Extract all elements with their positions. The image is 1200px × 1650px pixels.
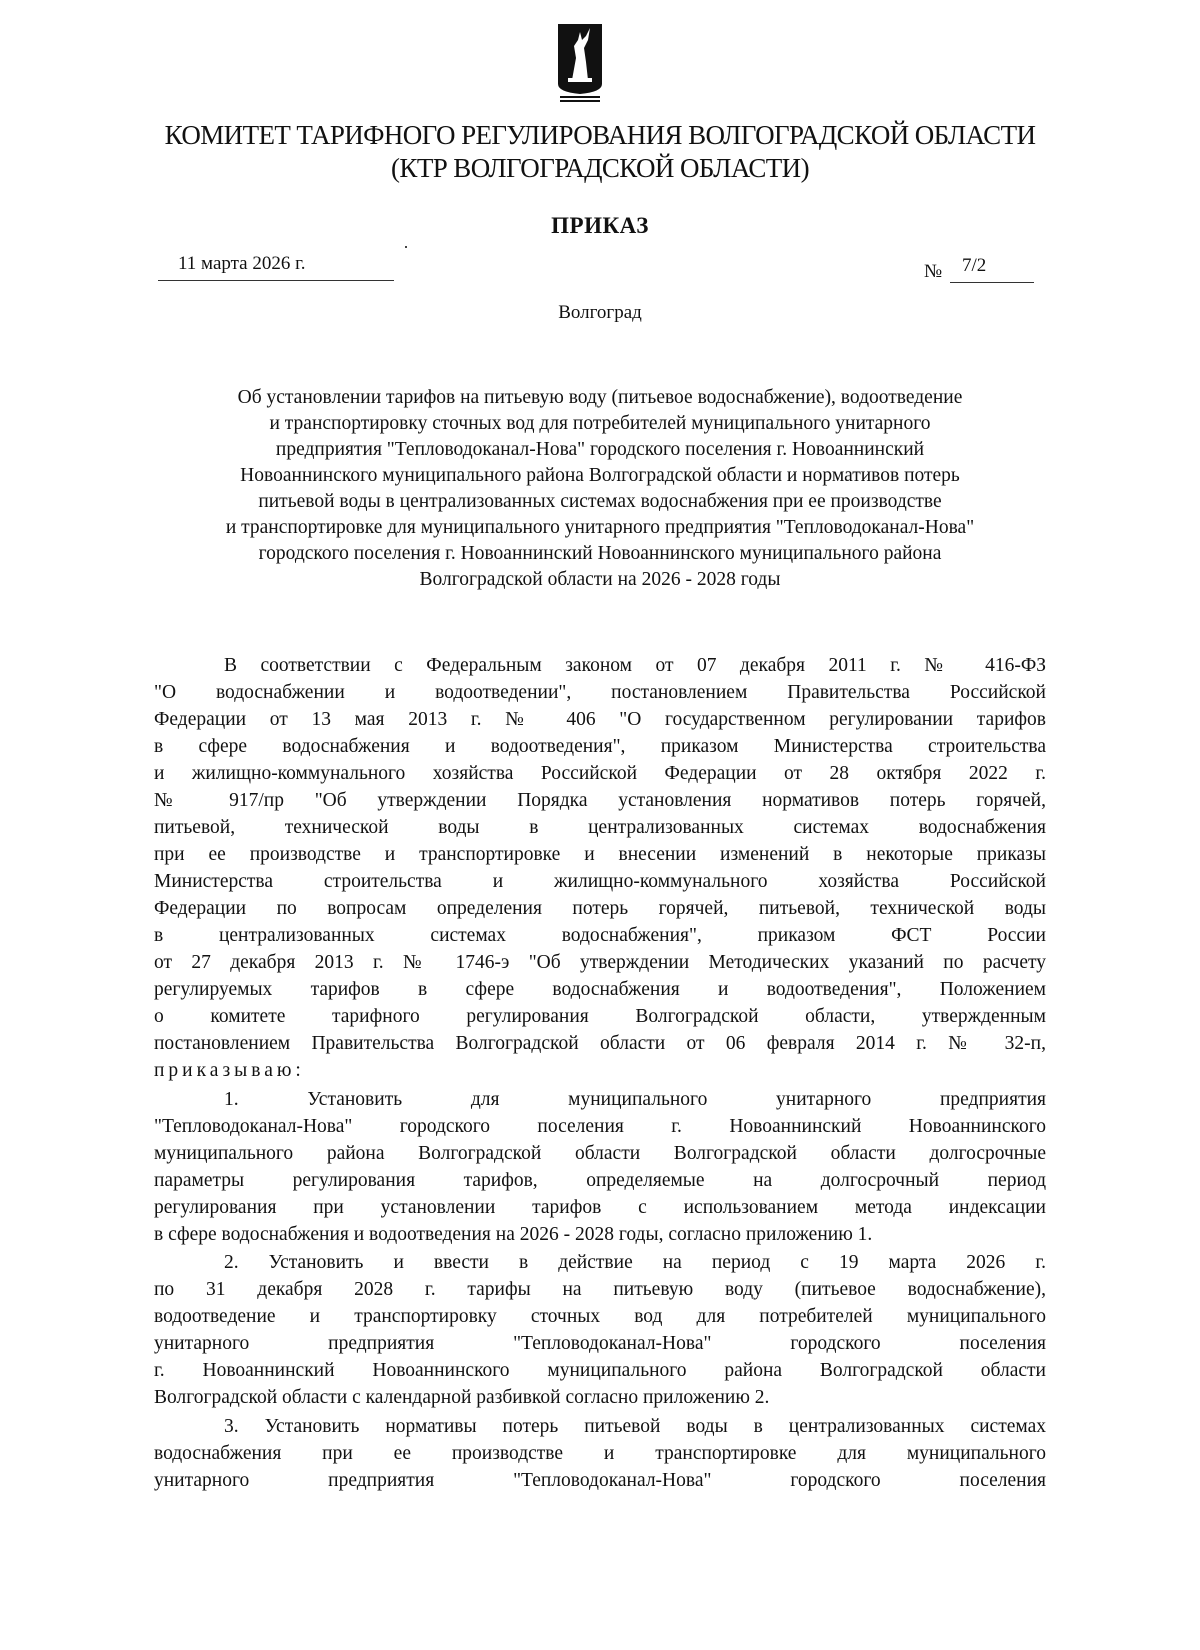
document-number: 7/2 [950, 255, 1034, 283]
organization-name: КОМИТЕТ ТАРИФНОГО РЕГУЛИРОВАНИЯ ВОЛГОГРАДСКОЙ ОБЛАСТИ [164, 120, 1036, 150]
ink-dot [405, 246, 407, 248]
body-line: 1. Установить для муниципального унитарного предприятия [224, 1089, 1046, 1110]
organization-abbreviation: (КТР ВОЛГОГРАДСКОЙ ОБЛАСТИ) [391, 153, 809, 183]
document-date: 11 марта 2026 г. [158, 253, 394, 281]
body-line: Федерации по вопросам определения потерь горячей, питьевой, технической воды [154, 898, 1046, 919]
title-line: предприятия "Тепловодоканал-Нова" городского поселения г. Новоаннинский [275, 439, 925, 460]
body-line: унитарного предприятия "Тепловодоканал-Нова" городского поселения [154, 1470, 1046, 1491]
body-line: водоснабжения при ее производстве и транспортировке для муниципального [154, 1443, 1046, 1464]
body-line: регулируемых тарифов в сфере водоснабжения и водоотведения", Положением [154, 979, 1046, 1000]
body-line: параметры регулирования тарифов, определяемые на долгосрочный период [154, 1170, 1046, 1191]
body-line: В соответствии с Федеральным законом от 07 декабря 2011 г. № 416-ФЗ [224, 655, 1046, 676]
document-type: ПРИКАЗ [551, 213, 649, 238]
title-line: питьевой воды в централизованных системах водоснабжения при ее производстве [258, 491, 942, 512]
body-line: по 31 декабря 2028 г. тарифы на питьевую воду (питьевое водоснабжение), [154, 1279, 1046, 1300]
body-line: № 917/пр "Об утверждении Порядка установления нормативов потерь горячей, [154, 790, 1046, 811]
body-line-prikazyvayu: приказываю: [154, 1060, 305, 1081]
title-line: Об установлении тарифов на питьевую воду (питьевое водоснабжение), водоотведение [237, 387, 963, 408]
title-line: городского поселения г. Новоаннинский Новоаннинского муниципального района [258, 543, 942, 564]
body-line: Федерации от 13 мая 2013 г. № 406 "О государственном регулировании тарифов [154, 709, 1046, 730]
body-line: и жилищно-коммунального хозяйства Российской Федерации от 28 октября 2022 г. [154, 763, 1046, 784]
document-city: Волгоград [558, 302, 642, 323]
body-line: Волгоградской области с календарной разбивкой согласно приложению 2. [154, 1387, 770, 1408]
body-line: от 27 декабря 2013 г. № 1746-э "Об утверждении Методических указаний по расчету [154, 952, 1046, 973]
title-line: Новоаннинского муниципального района Волгоградской области и нормативов потерь [240, 465, 960, 486]
title-line: и транспортировке для муниципального унитарного предприятия "Тепловодоканал-Нова" [225, 517, 975, 538]
coat-of-arms-emblem [556, 22, 604, 104]
body-line: в централизованных системах водоснабжения", приказом ФСТ России [154, 925, 1046, 946]
body-line: о комитете тарифного регулирования Волгоградской области, утвержденным [154, 1006, 1046, 1027]
body-line: питьевой, технической воды в централизованных системах водоснабжения [154, 817, 1046, 838]
number-label: № [924, 261, 943, 282]
body-line: Министерства строительства и жилищно-коммунального хозяйства Российской [154, 871, 1046, 892]
body-line: унитарного предприятия "Тепловодоканал-Нова" городского поселения [154, 1333, 1046, 1354]
body-line: 3. Установить нормативы потерь питьевой воды в централизованных системах [224, 1416, 1046, 1437]
body-line: водоотведение и транспортировку сточных вод для потребителей муниципального [154, 1306, 1046, 1327]
body-line: "О водоснабжении и водоотведении", постановлением Правительства Российской [154, 682, 1046, 703]
body-line: в сфере водоснабжения и водоотведения", приказом Министерства строительства [154, 736, 1046, 757]
body-line: муниципального района Волгоградской области Волгоградской области долгосрочные [154, 1143, 1046, 1164]
body-line: г. Новоаннинский Новоаннинского муниципального района Волгоградской области [154, 1360, 1046, 1381]
body-line: 2. Установить и ввести в действие на период с 19 марта 2026 г. [224, 1252, 1046, 1273]
body-line: постановлением Правительства Волгоградской области от 06 февраля 2014 г. № 32-п, [154, 1033, 1046, 1054]
title-line: Волгоградской области на 2026 - 2028 годы [419, 569, 781, 590]
body-line: "Тепловодоканал-Нова" городского поселения г. Новоаннинский Новоаннинского [154, 1116, 1046, 1137]
body-line: регулирования при установлении тарифов с использованием метода индексации [154, 1197, 1046, 1218]
body-line: в сфере водоснабжения и водоотведения на 2026 - 2028 годы, согласно приложению 1. [154, 1224, 873, 1245]
body-line: при ее производстве и транспортировке и внесении изменений в некоторые приказы [154, 844, 1046, 865]
title-line: и транспортировку сточных вод для потребителей муниципального унитарного [269, 413, 931, 434]
